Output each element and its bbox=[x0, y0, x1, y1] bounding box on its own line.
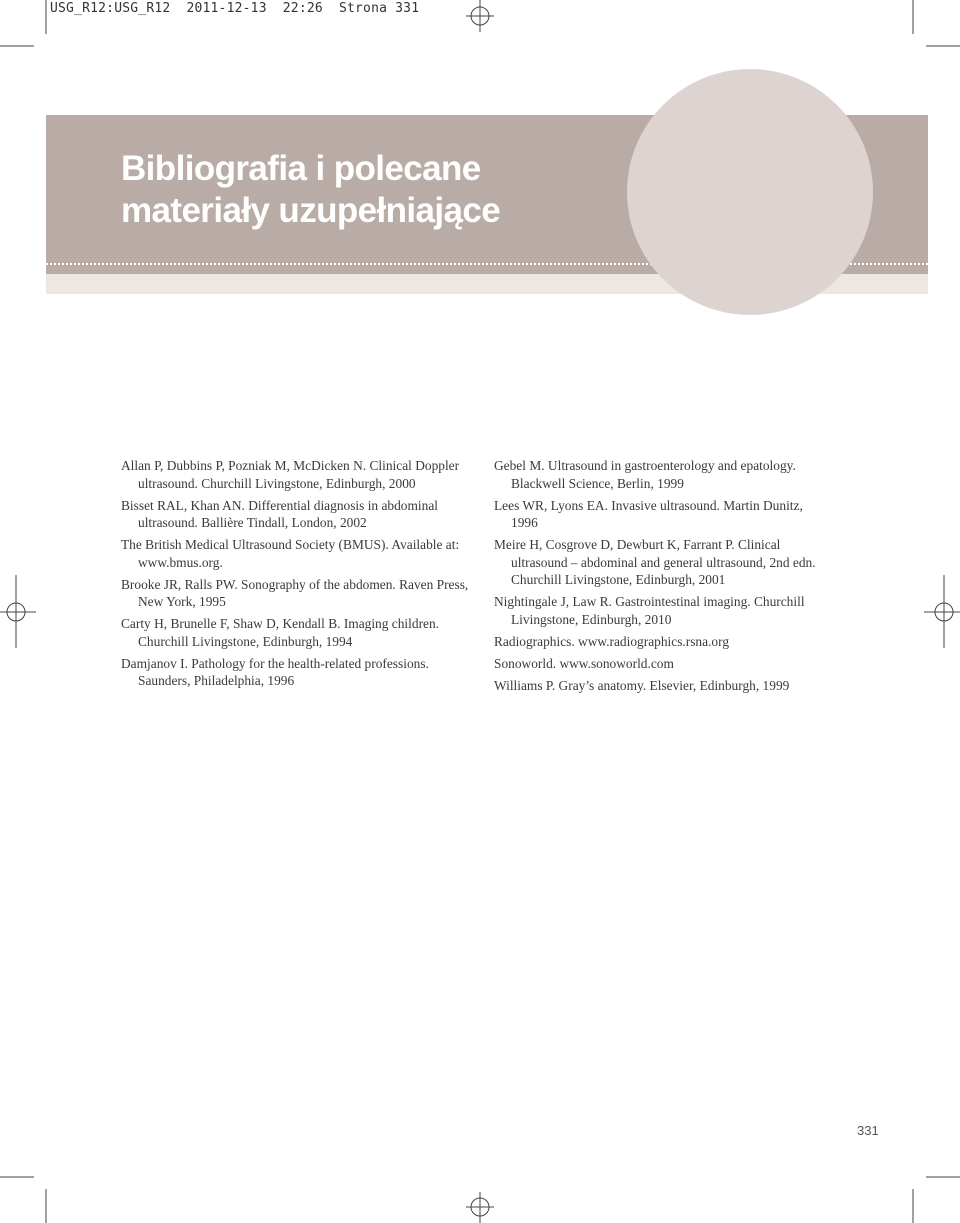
registration-mark-left bbox=[0, 575, 36, 648]
reference-item: Sonoworld. www.sonoworld.com bbox=[494, 655, 674, 671]
reference-item: Lees WR, Lyons EA. Invasive ultrasound. Martin Dunitz, 1996 bbox=[494, 497, 803, 530]
reference-item: Gebel M. Ultrasound in gastroenterology and epatology. Blackwell Science, Berlin, 1999 bbox=[494, 458, 796, 491]
chapter-title bbox=[121, 148, 500, 232]
reference-item: Bisset RAL, Khan AN. Differential diagnosis in abdominal ultrasound. Ballière Tindall, London, 2002 bbox=[121, 497, 438, 530]
reference-item: Nightingale J, Law R. Gastrointestinal imaging. Churchill Livingstone, Edinburgh, 2010 bbox=[494, 594, 805, 627]
chapter-title-line-2: materiały uzupełniające bbox=[121, 191, 501, 230]
page-number: 331 bbox=[857, 1123, 879, 1138]
print-slug: USG_R12:USG_R12 2011-12-13 22:26 Strona 331 bbox=[50, 1, 420, 16]
reference-item: Damjanov I. Pathology for the health-related professions. Saunders, Philadelphia, 1996 bbox=[121, 655, 429, 688]
chapter-title-line-1: Bibliografia i polecane bbox=[121, 149, 481, 188]
reference-item: Allan P, Dubbins P, Pozniak M, McDicken N. Clinical Doppler ultrasound. Churchill Livingstone, Edinburgh, 2000 bbox=[121, 458, 460, 491]
reference-item: The British Medical Ultrasound Society (BMUS). Available at: www.bmus.org. bbox=[121, 537, 460, 570]
reference-item: Carty H, Brunelle F, Shaw D, Kendall B. Imaging children. Churchill Livingstone, Edinburgh, 1994 bbox=[121, 616, 440, 649]
registration-mark-right bbox=[924, 575, 960, 648]
reference-list-right bbox=[494, 457, 824, 699]
reference-list-left bbox=[121, 457, 481, 694]
reference-item: Williams P. Gray’s anatomy. Elsevier, Edinburgh, 1999 bbox=[494, 677, 790, 693]
decorative-circle bbox=[627, 69, 873, 315]
registration-mark-top bbox=[466, 0, 494, 32]
reference-item: Meire H, Cosgrove D, Dewburt K, Farrant P. Clinical ultrasound – abdominal and general ultrasound, 2nd edn. Churchill Livingstone, Edinburgh, 2001 bbox=[494, 537, 816, 587]
reference-item: Radiographics. www.radiographics.rsna.org bbox=[494, 633, 730, 649]
reference-item: Brooke JR, Ralls PW. Sonography of the abdomen. Raven Press, New York, 1995 bbox=[121, 576, 469, 609]
registration-mark-bottom bbox=[466, 1192, 494, 1223]
